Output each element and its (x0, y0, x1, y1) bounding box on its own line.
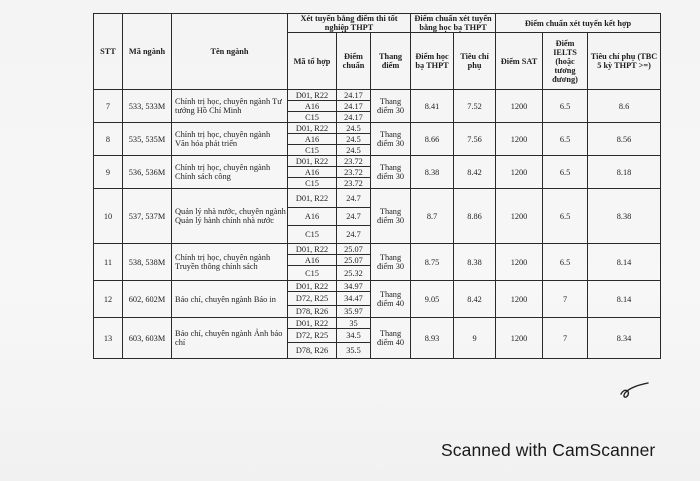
cell-tieu-chi-phu-tbc: 8.34 (588, 318, 661, 359)
cell-to-hop: C15 (288, 226, 337, 244)
cell-diem-ielts: 6.5 (543, 189, 588, 244)
cell-diem-ielts: 6.5 (543, 244, 588, 281)
table-row (94, 244, 661, 255)
table-row (94, 318, 661, 329)
cell-diem-chuan: 24.5 (337, 145, 371, 156)
cell-diem-hoc-ba: 8.75 (411, 244, 454, 281)
table-row (94, 281, 661, 292)
cell-tieu-chi-phu-tbc: 8.14 (588, 244, 661, 281)
cell-diem-ielts: 6.5 (543, 123, 588, 156)
cell-diem-chuan: 24.7 (337, 189, 371, 208)
cell-to-hop: D78, R26 (288, 343, 337, 359)
cell-diem-chuan: 34.47 (337, 292, 371, 306)
cell-to-hop: D01, R22 (288, 318, 337, 329)
cell-to-hop: D01, R22 (288, 156, 337, 167)
header-diem-hoc-ba: Điểm học bạ THPT (411, 33, 454, 90)
cell-diem-sat: 1200 (496, 123, 543, 156)
cell-tieu-chi-phu: 7.52 (454, 90, 496, 123)
cell-tieu-chi-phu: 8.42 (454, 156, 496, 189)
header-ma-to-hop: Mã tổ hợp (288, 33, 337, 90)
cell-diem-chuan: 23.72 (337, 178, 371, 189)
cell-diem-chuan: 35 (337, 318, 371, 329)
cell-tieu-chi-phu-tbc: 8.6 (588, 90, 661, 123)
camscanner-watermark: Scanned with CamScanner (441, 440, 656, 460)
cell-diem-chuan: 23.72 (337, 156, 371, 167)
cell-stt: 12 (94, 281, 123, 318)
cell-diem-chuan: 24.17 (337, 90, 371, 101)
cell-diem-ielts: 7 (543, 281, 588, 318)
cell-ma-nganh: 533, 533M (123, 90, 172, 123)
cell-diem-sat: 1200 (496, 156, 543, 189)
cell-ten-nganh: Quản lý nhà nước, chuyên ngành Quản lý hành chính nhà nước (172, 189, 288, 244)
header-group-thi: Xét tuyển bằng điểm thi tốt nghiệp THPT (288, 14, 411, 33)
cell-to-hop: D01, R22 (288, 189, 337, 208)
cell-ma-nganh: 602, 602M (123, 281, 172, 318)
cell-diem-chuan: 25.07 (337, 255, 371, 266)
cell-tieu-chi-phu: 8.86 (454, 189, 496, 244)
cell-diem-sat: 1200 (496, 244, 543, 281)
cell-to-hop: D01, R22 (288, 123, 337, 134)
cell-to-hop: C15 (288, 145, 337, 156)
admission-score-table (93, 13, 661, 359)
cell-diem-chuan: 34.97 (337, 281, 371, 292)
table-body (94, 90, 661, 359)
cell-ten-nganh: Báo chí, chuyên ngành Báo in (172, 281, 288, 318)
cell-thang-diem: Thang điểm 30 (371, 123, 411, 156)
cell-ma-nganh: 537, 537M (123, 189, 172, 244)
cell-diem-chuan: 25.32 (337, 266, 371, 281)
table-row (94, 156, 661, 167)
header-ma-nganh: Mã ngành (123, 14, 172, 90)
cell-diem-ielts: 6.5 (543, 156, 588, 189)
cell-diem-chuan: 23.72 (337, 167, 371, 178)
cell-thang-diem: Thang điểm 30 (371, 244, 411, 281)
cell-diem-chuan: 24.5 (337, 123, 371, 134)
cell-ma-nganh: 535, 535M (123, 123, 172, 156)
cell-tieu-chi-phu: 8.38 (454, 244, 496, 281)
signature-mark (618, 381, 650, 401)
cell-to-hop: C15 (288, 266, 337, 281)
cell-to-hop: D72, R25 (288, 292, 337, 306)
cell-ten-nganh: Chính trị học, chuyên ngành Tư tưởng Hồ Chí Minh (172, 90, 288, 123)
cell-to-hop: C15 (288, 112, 337, 123)
table-row (94, 123, 661, 134)
header-thang-diem: Thang điểm (371, 33, 411, 90)
cell-stt: 10 (94, 189, 123, 244)
cell-diem-ielts: 6.5 (543, 90, 588, 123)
cell-to-hop: A16 (288, 255, 337, 266)
cell-to-hop: D78, R26 (288, 306, 337, 318)
cell-diem-chuan: 25.07 (337, 244, 371, 255)
cell-tieu-chi-phu-tbc: 8.18 (588, 156, 661, 189)
cell-diem-sat: 1200 (496, 90, 543, 123)
cell-tieu-chi-phu: 7.56 (454, 123, 496, 156)
cell-diem-chuan: 24.7 (337, 226, 371, 244)
cell-diem-hoc-ba: 9.05 (411, 281, 454, 318)
header-group-ketcop: Điểm chuẩn xét tuyển kết hợp (496, 14, 661, 33)
cell-stt: 9 (94, 156, 123, 189)
header-ten-nganh: Tên ngành (172, 14, 288, 90)
cell-diem-ielts: 7 (543, 318, 588, 359)
header-group-hocba: Điểm chuẩn xét tuyển bằng học bạ THPT (411, 14, 496, 33)
cell-diem-sat: 1200 (496, 189, 543, 244)
cell-ma-nganh: 536, 536M (123, 156, 172, 189)
cell-to-hop: A16 (288, 134, 337, 145)
cell-to-hop: A16 (288, 208, 337, 226)
cell-to-hop: D01, R22 (288, 90, 337, 101)
header-tieu-chi-phu-tbc: Tiêu chí phụ (TBC 5 kỳ THPT >=) (588, 33, 661, 90)
cell-tieu-chi-phu: 9 (454, 318, 496, 359)
cell-diem-sat: 1200 (496, 281, 543, 318)
cell-diem-hoc-ba: 8.38 (411, 156, 454, 189)
cell-to-hop: D01, R22 (288, 244, 337, 255)
cell-diem-hoc-ba: 8.41 (411, 90, 454, 123)
cell-tieu-chi-phu-tbc: 8.14 (588, 281, 661, 318)
cell-stt: 13 (94, 318, 123, 359)
header-tieu-chi-phu: Tiêu chí phụ (454, 33, 496, 90)
cell-diem-hoc-ba: 8.66 (411, 123, 454, 156)
table-row (94, 189, 661, 208)
cell-ma-nganh: 603, 603M (123, 318, 172, 359)
table-row (94, 90, 661, 101)
cell-diem-chuan: 24.17 (337, 112, 371, 123)
cell-diem-hoc-ba: 8.7 (411, 189, 454, 244)
cell-diem-chuan: 24.5 (337, 134, 371, 145)
cell-ten-nganh: Báo chí, chuyên ngành Ảnh báo chí (172, 318, 288, 359)
cell-to-hop: C15 (288, 178, 337, 189)
cell-tieu-chi-phu-tbc: 8.56 (588, 123, 661, 156)
cell-ten-nganh: Chính trị học, chuyên ngành Văn hóa phát triển (172, 123, 288, 156)
cell-tieu-chi-phu: 8.42 (454, 281, 496, 318)
cell-diem-hoc-ba: 8.93 (411, 318, 454, 359)
cell-thang-diem: Thang điểm 30 (371, 189, 411, 244)
cell-diem-chuan: 34.5 (337, 329, 371, 343)
cell-to-hop: A16 (288, 101, 337, 112)
cell-diem-chuan: 24.7 (337, 208, 371, 226)
cell-to-hop: A16 (288, 167, 337, 178)
cell-stt: 8 (94, 123, 123, 156)
cell-diem-sat: 1200 (496, 318, 543, 359)
cell-to-hop: D01, R22 (288, 281, 337, 292)
cell-ten-nganh: Chính trị học, chuyên ngành Truyền thông chính sách (172, 244, 288, 281)
cell-diem-chuan: 35.5 (337, 343, 371, 359)
cell-to-hop: D72, R25 (288, 329, 337, 343)
header-diem-ielts: Điểm IELTS (hoặc tương đương) (543, 33, 588, 90)
cell-stt: 11 (94, 244, 123, 281)
cell-thang-diem: Thang điểm 30 (371, 156, 411, 189)
cell-tieu-chi-phu-tbc: 8.38 (588, 189, 661, 244)
cell-stt: 7 (94, 90, 123, 123)
header-diem-chuan: Điểm chuẩn (337, 33, 371, 90)
cell-ma-nganh: 538, 538M (123, 244, 172, 281)
cell-diem-chuan: 35.97 (337, 306, 371, 318)
cell-thang-diem: Thang điểm 40 (371, 281, 411, 318)
header-stt: STT (94, 14, 123, 90)
cell-ten-nganh: Chính trị học, chuyên ngành Chính sách công (172, 156, 288, 189)
header-diem-sat: Điểm SAT (496, 33, 543, 90)
cell-thang-diem: Thang điểm 30 (371, 90, 411, 123)
cell-diem-chuan: 24.17 (337, 101, 371, 112)
cell-thang-diem: Thang điểm 40 (371, 318, 411, 359)
